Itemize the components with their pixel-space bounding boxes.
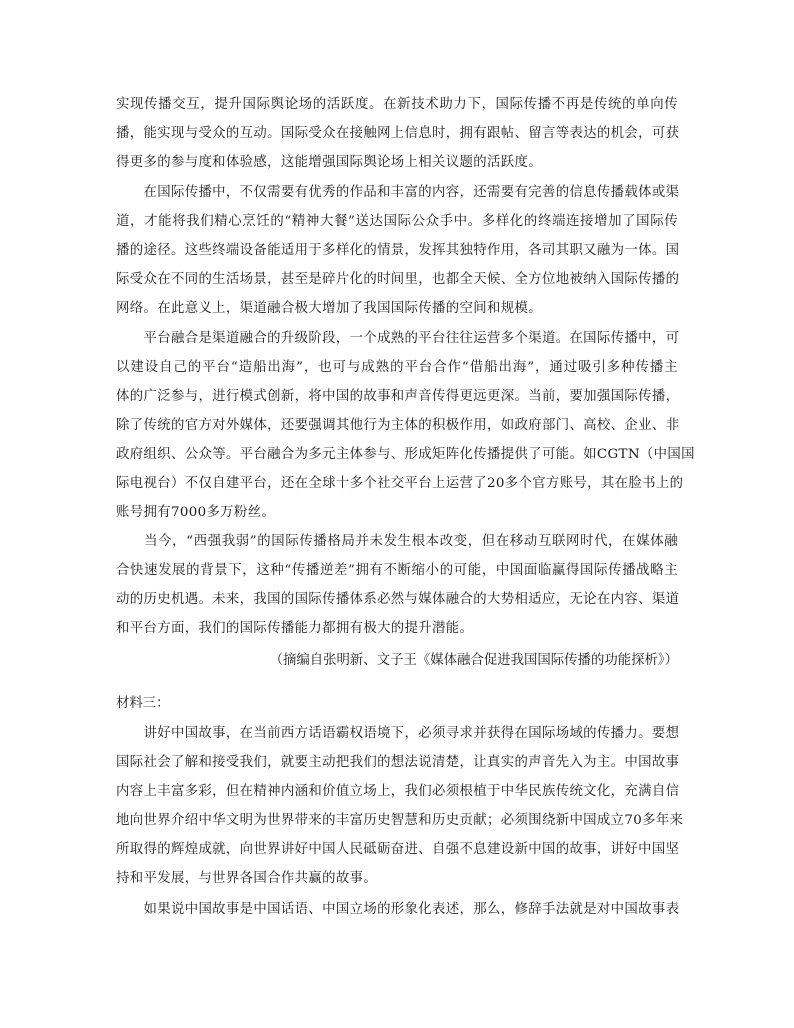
text-line: 如果说中国故事是中国话语、中国立场的形象化表述，那么，修辞手法就是对中国故事表 — [116, 902, 680, 917]
text-line: 道，才能将我们精心烹饪的“精神大餐”送达国际公众手中。多样化的终端连接增加了国际传 — [116, 214, 678, 229]
text-line: 得更多的参与度和体验感，这能增强国际舆论场上相关议题的活跃度。 — [116, 155, 542, 170]
source-citation: （摘编自张明新、文子王《媒体融合促进我国国际传播的功能探析》） — [269, 653, 678, 668]
text-line: 合快速发展的背景下，这种“传播逆差”拥有不断缩小的可能，中国面临赢得国际传播战略主 — [116, 563, 678, 578]
text-line: 政府组织、公众等。平台融合为多元主体参与、形成矩阵化传播提供了可能。如CGTN（中国国 — [116, 447, 695, 462]
paragraph-continuation — [116, 90, 678, 177]
text-line: 国际社会了解和接受我们，就要主动把我们的想法说清楚，让真实的声音先入为主。中国故事 — [116, 755, 680, 770]
text-line: 以建设自己的平台“造船出海”，也可与成熟的平台合作“借船出海”，通过吸引多种传播主 — [116, 360, 678, 375]
material-heading: 材料三： — [116, 696, 170, 711]
text-line: 播的途径。这些终端设备能适用于多样化的情景，发挥其独特作用，各司其职又融为一体。国 — [116, 243, 680, 258]
text-line: 和平台方面，我们的国际传播能力都拥有极大的提升潜能。 — [116, 621, 474, 636]
paragraph-china-story — [116, 719, 684, 893]
paragraph-platforms — [116, 324, 695, 527]
text-line: 讲好中国故事，在当前西方话语霸权语境下，必须寻求并获得在国际场域的传播力。要想 — [116, 726, 680, 741]
text-line: 除了传统的官方对外媒体，还要强调其他行为主体的积极作用，如政府部门、高校、企业、非 — [116, 418, 680, 433]
text-line: 内容上丰富多彩，但在精神内涵和价值立场上，我们必须根植于中华民族传统文化，充满自信 — [116, 784, 680, 799]
text-line: 平台融合是渠道融合的升级阶段，一个成熟的平台往往运营多个渠道。在国际传播中，可 — [116, 331, 680, 346]
text-line: 动的历史机遇。未来，我国的国际传播体系必然与媒体融合的大势相适应，无论在内容、渠道 — [116, 592, 680, 607]
text-line: 际电视台）不仅自建平台，还在全球十多个社交平台上运营了20多个官方账号，其在脸书上的 — [116, 476, 684, 491]
text-line: 所取得的辉煌成就，向世界讲好中国人民砥砺奋进、自强不息建设新中国的故事，讲好中国坚 — [116, 842, 680, 857]
text-line: 网络。在此意义上，渠道融合极大增加了我国国际传播的空间和规模。 — [116, 301, 542, 316]
paragraph-channels — [116, 178, 678, 323]
text-line: 地向世界介绍中华文明为世界带来的丰富历史智慧和历史贡献；必须围绕新中国成立70多年来 — [116, 813, 684, 828]
text-line: 实现传播交互，提升国际舆论场的活跃度。在新技术助力下，国际传播不再是传统的单向传 — [116, 97, 678, 112]
text-line: 持和平发展，与世界各国合作共赢的故事。 — [116, 871, 378, 886]
paragraph-outlook — [116, 527, 678, 643]
text-line: 播，能实现与受众的互动。国际受众在接触网上信息时，拥有跟帖、留言等表达的机会，可获 — [116, 126, 680, 141]
text-line: 账号拥有7000多万粉丝。 — [116, 505, 276, 520]
text-line: 在国际传播中，不仅需要有优秀的作品和丰富的内容，还需要有完善的信息传播载体或渠 — [116, 185, 680, 200]
text-line: 当今，“西强我弱”的国际传播格局并未发生根本改变，但在移动互联网时代，在媒体融 — [116, 534, 678, 549]
text-line: 体的广泛参与，进行模式创新，将中国的故事和声音传得更远更深。当前，要加强国际传播， — [116, 389, 680, 404]
paragraph-rhetoric — [116, 895, 678, 924]
text-line: 际受众在不同的生活场景，甚至是碎片化的时间里，也都全天候、全方位地被纳入国际传播的 — [116, 272, 680, 287]
